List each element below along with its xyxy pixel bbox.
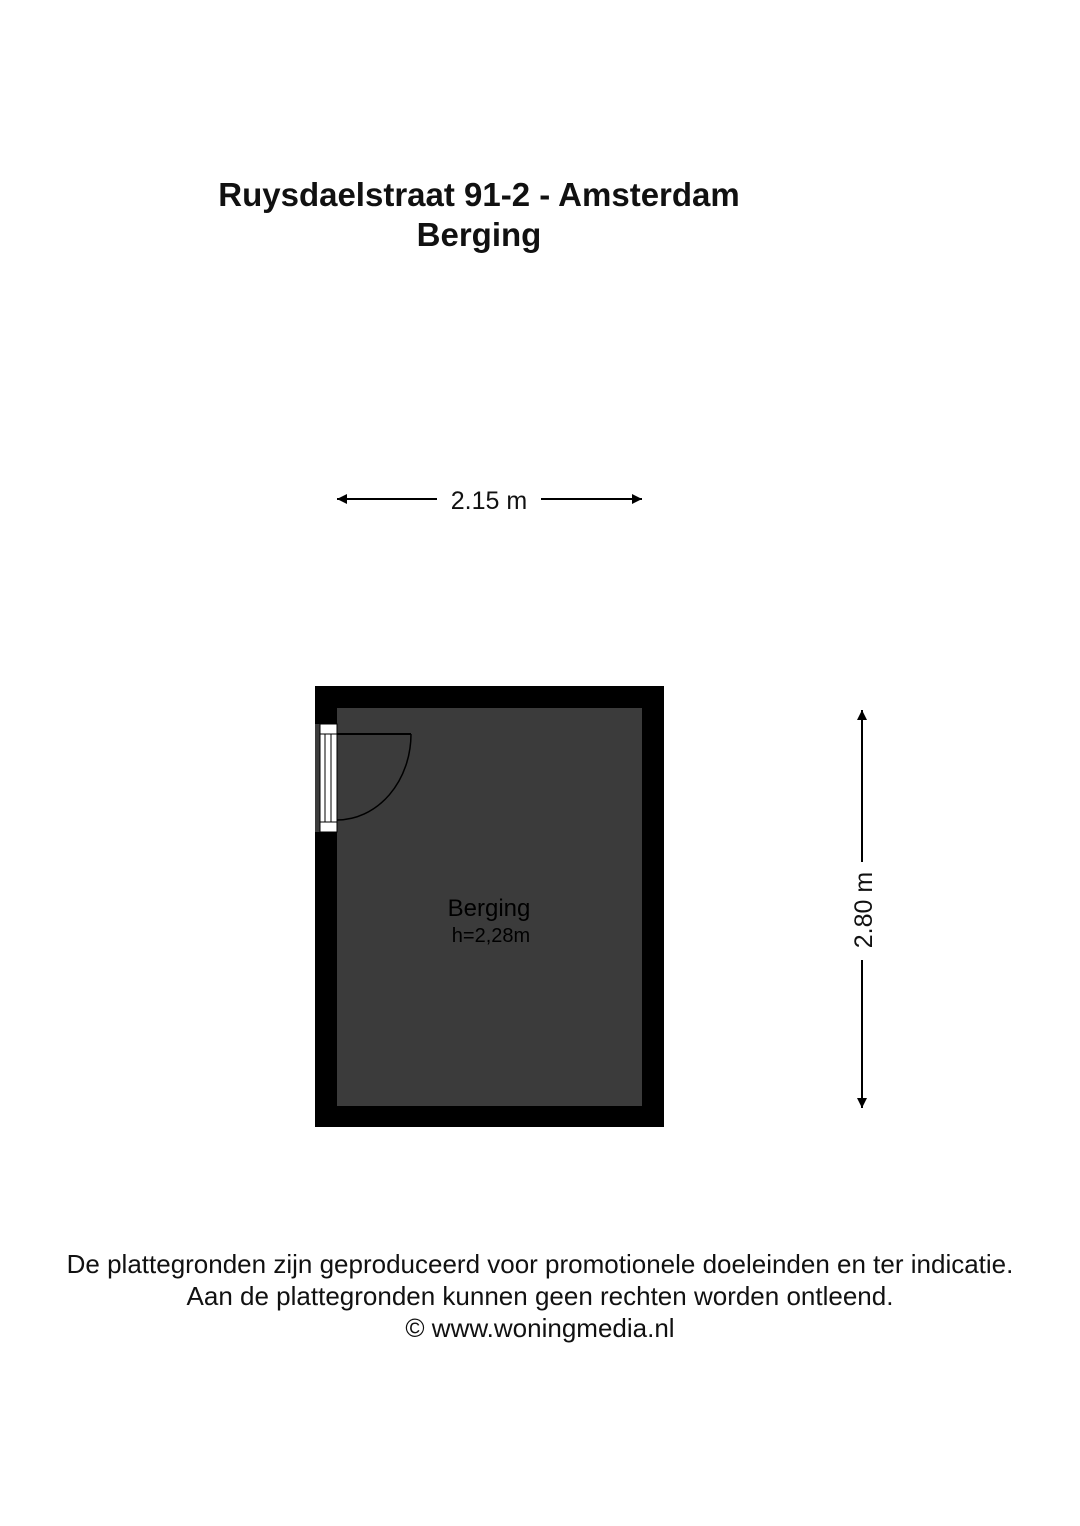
room-height-label: h=2,28m [451, 925, 531, 947]
door-frame-body [320, 724, 337, 832]
plan-subtitle: Berging [416, 216, 542, 253]
depth-dimension [850, 710, 878, 1108]
copyright-notice: © www.woningmedia.nl [405, 1313, 675, 1343]
door-frame [320, 724, 337, 832]
disclaimer-line-2: Aan de plattegronden kunnen geen rechten worden ontleend. [186, 1281, 894, 1311]
room-name-label: Berging [447, 895, 531, 922]
room-berging [315, 686, 664, 1127]
disclaimer-line-1: De plattegronden zijn geproduceerd voor promotionele doeleinden en ter indicatie. [66, 1249, 1014, 1279]
depth-dimension-label: 2.80 m [850, 871, 878, 949]
width-dimension [337, 487, 642, 515]
plan-title: Ruysdaelstraat 91-2 - Amsterdam [218, 176, 740, 213]
width-dimension-label: 2.15 m [450, 487, 528, 515]
